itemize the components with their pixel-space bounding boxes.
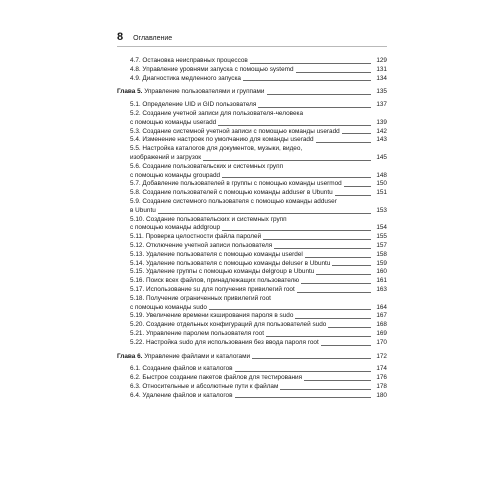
toc-entry-title-line1: 5.9. Создание системного пользователя с помощью команды adduser — [130, 197, 337, 205]
dot-leader — [250, 63, 371, 64]
dot-leader — [218, 125, 371, 126]
toc-section-entry[interactable] — [117, 57, 387, 66]
toc-entry-title: 5.21. Управление паролем пользователя root — [130, 329, 264, 337]
toc-entry-title: 5.3. Создание системной учетной записи с помощью команды useradd — [130, 127, 340, 135]
toc-page-number: 163 — [376, 285, 387, 293]
dot-leader — [158, 213, 371, 214]
dot-leader — [295, 318, 371, 319]
toc-entry-title: 5.19. Увеличение времени кэширования пароля в sudo — [130, 312, 294, 320]
toc-entry-title: 5.11. Проверка целостности файла паролей — [130, 233, 262, 241]
toc-section-entry[interactable] — [117, 260, 387, 269]
dot-leader — [280, 389, 371, 390]
toc-page-number: 135 — [376, 88, 387, 96]
toc-entry-title: 5.4. Изменение настроек по умолчанию для команды useradd — [130, 136, 314, 144]
dot-leader — [258, 107, 371, 108]
toc-entry-title: 6.4. Удаление файлов и каталогов — [130, 391, 233, 399]
toc-section-entry[interactable] — [117, 216, 387, 234]
toc-page-number: 178 — [376, 382, 387, 390]
toc-page-number: 155 — [376, 233, 387, 241]
toc-entry-title: 5.14. Удаление пользователя с помощью команды deluser в Ubuntu — [130, 259, 331, 267]
chapter-title: Управление пользователями и группами — [144, 88, 265, 96]
toc-entry-title: 6.2. Быстрое создание пакетов файлов для тестирования — [130, 374, 303, 382]
toc-page-number: 151 — [376, 189, 387, 197]
page-number: 8 — [117, 31, 124, 43]
toc-page-number: 145 — [376, 153, 387, 161]
dot-leader — [235, 371, 371, 372]
toc-section-entry[interactable] — [117, 330, 387, 339]
dot-leader — [267, 94, 371, 95]
dot-leader — [316, 142, 371, 143]
dot-leader — [321, 345, 371, 346]
toc-entry-title: 6.3. Относительные и абсолютные пути к файлам — [130, 382, 279, 390]
toc-page-number: 153 — [376, 206, 387, 214]
toc-page-number: 167 — [376, 312, 387, 320]
toc-entry-title: 5.13. Удаление пользователя с помощью команды userdel — [130, 250, 303, 258]
toc-section-entry[interactable] — [117, 180, 387, 189]
toc-entry-title-line1: 5.10. Создание пользовательских и системных групп — [130, 215, 287, 223]
toc-entry-title: 4.8. Управление уровнями запуска с помощью systemd — [130, 65, 294, 73]
dot-leader — [342, 133, 371, 134]
dot-leader — [235, 397, 372, 398]
toc-page-number: 148 — [376, 171, 387, 179]
toc-page-number: 159 — [376, 259, 387, 267]
toc-entry-title-line2: с помощью команды addgroup — [130, 224, 221, 232]
toc-page-number: 142 — [376, 127, 387, 135]
dot-leader — [301, 283, 371, 284]
toc-section-entry[interactable] — [117, 312, 387, 321]
dot-leader — [222, 230, 371, 231]
toc-entry-title: 4.9. Диагностика медленного запуска — [130, 74, 241, 82]
running-title: Оглавление — [133, 35, 173, 42]
dot-leader — [274, 248, 371, 249]
toc-entry-title-line2: в Ubuntu — [130, 206, 156, 214]
toc-page-number: 157 — [376, 241, 387, 249]
toc-page-number: 134 — [376, 74, 387, 82]
toc-section-entry[interactable] — [117, 145, 387, 163]
toc-section-entry[interactable] — [117, 374, 387, 383]
toc-section-entry[interactable] — [117, 101, 387, 110]
toc-section-entry[interactable] — [117, 189, 387, 198]
dot-leader — [335, 195, 371, 196]
toc-page-number: 129 — [376, 57, 387, 64]
dot-leader — [203, 160, 371, 161]
page-header — [117, 31, 387, 45]
toc-section-entry[interactable] — [117, 198, 387, 216]
toc-page-number: 150 — [376, 180, 387, 188]
toc-chapter-entry[interactable] — [117, 353, 387, 362]
toc-entry-title: 5.8. Создание пользователей с помощью команды adduser в Ubuntu — [130, 189, 333, 197]
dot-leader — [209, 309, 371, 310]
toc-section-entry[interactable] — [117, 163, 387, 181]
toc-page-number: 131 — [376, 65, 387, 73]
toc-section-entry[interactable] — [117, 295, 387, 313]
toc-entry-title: 5.20. Создание отдельных конфигураций для пользователей sudo — [130, 321, 327, 329]
toc-entry-title: 5.7. Добавление пользователей в группы с помощью команды usermod — [130, 180, 342, 188]
toc-entry-title-line2: изображений и загрузок — [130, 153, 202, 161]
toc-entry-title-line1: 5.2. Создание учетной записи для пользователя-человека — [130, 109, 303, 117]
toc-page-number: 168 — [376, 321, 387, 329]
toc-section-entry[interactable] — [117, 128, 387, 137]
toc-entry-title: 5.12. Отключение учетной записи пользователя — [130, 241, 273, 249]
toc-entry-title-line2: с помощью команды groupadd — [130, 171, 221, 179]
toc-page-number: 143 — [376, 136, 387, 144]
toc-section-entry[interactable] — [117, 392, 387, 401]
dot-leader — [304, 380, 371, 381]
dot-leader — [266, 336, 371, 337]
toc-page-number: 158 — [376, 250, 387, 258]
toc-entry-title: 5.17. Использование su для получения привилегий root — [130, 285, 295, 293]
toc-section-entry[interactable] — [117, 277, 387, 286]
toc-page-number: 161 — [376, 277, 387, 285]
toc-entry-title-line2: с помощью команды sudo — [130, 303, 207, 311]
dot-leader — [222, 177, 371, 178]
toc-entry-title: 5.1. Определение UID и GID пользователя — [130, 101, 257, 109]
dot-leader — [296, 72, 371, 73]
toc-page-number: 160 — [376, 268, 387, 276]
toc-entry-title-line2: с помощью команды useradd — [130, 118, 217, 126]
toc-section-entry[interactable] — [117, 339, 387, 348]
toc-section-entry[interactable] — [117, 242, 387, 251]
dot-leader — [297, 292, 371, 293]
toc-section-entry[interactable] — [117, 286, 387, 295]
dot-leader — [252, 358, 371, 359]
toc-entry-title: 6.1. Создание файлов и каталогов — [130, 365, 233, 373]
toc-page-number: 170 — [376, 338, 387, 346]
toc-entry-title: 5.15. Удаление группы с помощью команды delgroup в Ubuntu — [130, 268, 315, 276]
toc-section-entry[interactable] — [117, 110, 387, 128]
dot-leader — [328, 327, 371, 328]
chapter-title: Управление файлами и каталогами — [144, 352, 251, 360]
toc-section-entry[interactable] — [117, 268, 387, 277]
toc-page-number: 154 — [376, 224, 387, 232]
toc-page-number: 169 — [376, 329, 387, 337]
toc-page-number: 180 — [376, 391, 387, 399]
toc-entry-label — [117, 353, 250, 362]
toc-section-entry[interactable] — [117, 66, 387, 75]
toc-entry-title: 4.7. Остановка неисправных процессов — [130, 57, 248, 64]
dot-leader — [263, 239, 371, 240]
toc-section-entry[interactable] — [117, 75, 387, 84]
chapter-number: Глава 5. — [117, 88, 143, 96]
toc-page-number: 172 — [376, 352, 387, 360]
toc-section-entry[interactable] — [117, 321, 387, 330]
toc-section-entry[interactable] — [117, 251, 387, 260]
dot-leader — [316, 274, 371, 275]
dot-leader — [332, 265, 371, 266]
dot-leader — [344, 186, 371, 187]
toc-page-number: 137 — [376, 101, 387, 109]
chapter-number: Глава 6. — [117, 352, 143, 360]
toc-entry-title-line1: 5.18. Получение ограниченных привилегий root — [130, 294, 271, 302]
dot-leader — [243, 80, 371, 81]
toc-entry-title-line1: 5.5. Настройка каталогов для документов, музыки, видео, — [130, 145, 303, 153]
toc-section-entry[interactable] — [117, 383, 387, 392]
dot-leader — [305, 257, 371, 258]
toc-page-number: 164 — [376, 303, 387, 311]
toc-section-entry[interactable] — [117, 136, 387, 145]
toc-entry-title: 5.22. Настройка sudo для использования без ввода пароля root — [130, 338, 319, 346]
toc-page-number: 139 — [376, 118, 387, 126]
toc-entry-title-line1: 5.6. Создание пользовательских и системных групп — [130, 162, 284, 170]
table-of-contents — [117, 57, 387, 400]
toc-section-entry[interactable] — [117, 365, 387, 374]
toc-page-number: 176 — [376, 374, 387, 382]
toc-section-entry[interactable] — [117, 233, 387, 242]
toc-entry-label — [117, 88, 265, 97]
toc-page-number: 174 — [376, 365, 387, 373]
header-divider — [117, 46, 387, 47]
toc-entry-title: 5.16. Поиск всех файлов, принадлежащих пользователю — [130, 277, 300, 285]
toc-chapter-entry[interactable] — [117, 88, 387, 97]
